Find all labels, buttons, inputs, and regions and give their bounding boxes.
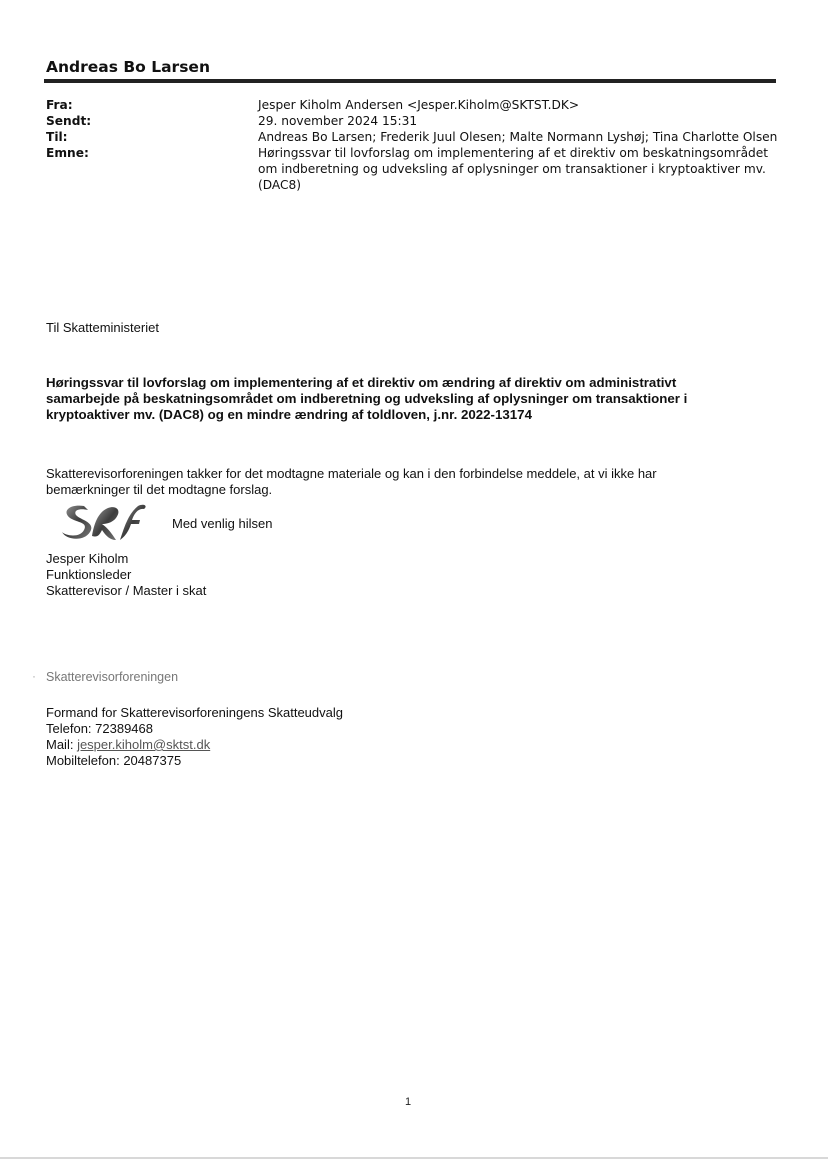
from-value: Jesper Kiholm Andersen <Jesper.Kiholm@SKTST.DK> [258,98,580,112]
signature-name: Jesper Kiholm [46,551,129,566]
header-divider [44,79,776,83]
mobile-value: 20487375 [123,753,182,768]
letter-paragraph: Skatterevisorforeningen takker for det modtagne materiale og kan i den forbindelse meddele, at vi ikke har bemærkninger til det modtagne forslag. [46,466,657,497]
letter-greeting: Til Skatteministeriet [46,320,159,335]
contact-mail-line [46,737,343,753]
header-row-sent [46,113,786,129]
letter-subject-heading: Høringssvar til lovforslag om implementering af et direktiv om ændring af direktiv om administrativt samarbejde på beskatningsområdet om indberetning og udveksling af oplysninger om transaktioner i kryptoaktiver mv. (DAC8) og en mindre ændring af toldloven, j.nr. 2022-13174 [46,375,688,422]
srf-logo [58,500,148,544]
sent-value: 29. november 2024 15:31 [258,114,418,128]
contact-position: Formand for Skatterevisorforeningens Skatteudvalg [46,705,343,720]
from-label: Fra: [46,98,73,112]
header-row-to [46,129,786,145]
sent-label: Sendt: [46,114,92,128]
contact-phone-line [46,721,343,737]
header-row-subject [46,145,786,193]
scan-edge-line [0,1157,828,1159]
org-bullet-mark: · [32,669,36,683]
signature-role: Funktionsleder [46,567,132,582]
subject-value: Høringssvar til lovforslag om implementering af et direktiv om beskatningsområdet om indberetning og udveksling af oplysninger om transaktioner i kryptoaktiver mv. (DAC8) [258,146,769,192]
to-value: Andreas Bo Larsen; Frederik Juul Olesen; Malte Normann Lyshøj; Tina Charlotte Olsen [258,130,778,144]
mailbox-owner-name: Andreas Bo Larsen [46,58,210,76]
to-label: Til: [46,130,68,144]
signature-title: Skatterevisor / Master i skat [46,583,207,598]
mail-link[interactable]: jesper.kiholm@sktst.dk [77,737,211,752]
organization-name: Skatterevisorforeningen [46,670,179,684]
contact-block [46,705,343,769]
closing-phrase: Med venlig hilsen [172,516,273,531]
phone-label: Telefon: [46,721,96,736]
header-row-from [46,97,786,113]
mail-label: Mail: [46,737,78,752]
page-number: 1 [404,1096,412,1108]
mobile-label: Mobiltelefon: [46,753,124,768]
signature-block [46,551,206,599]
email-header-table [46,97,786,193]
subject-label: Emne: [46,146,89,160]
phone-value: 72389468 [95,721,153,736]
contact-mobile-line [46,753,343,769]
